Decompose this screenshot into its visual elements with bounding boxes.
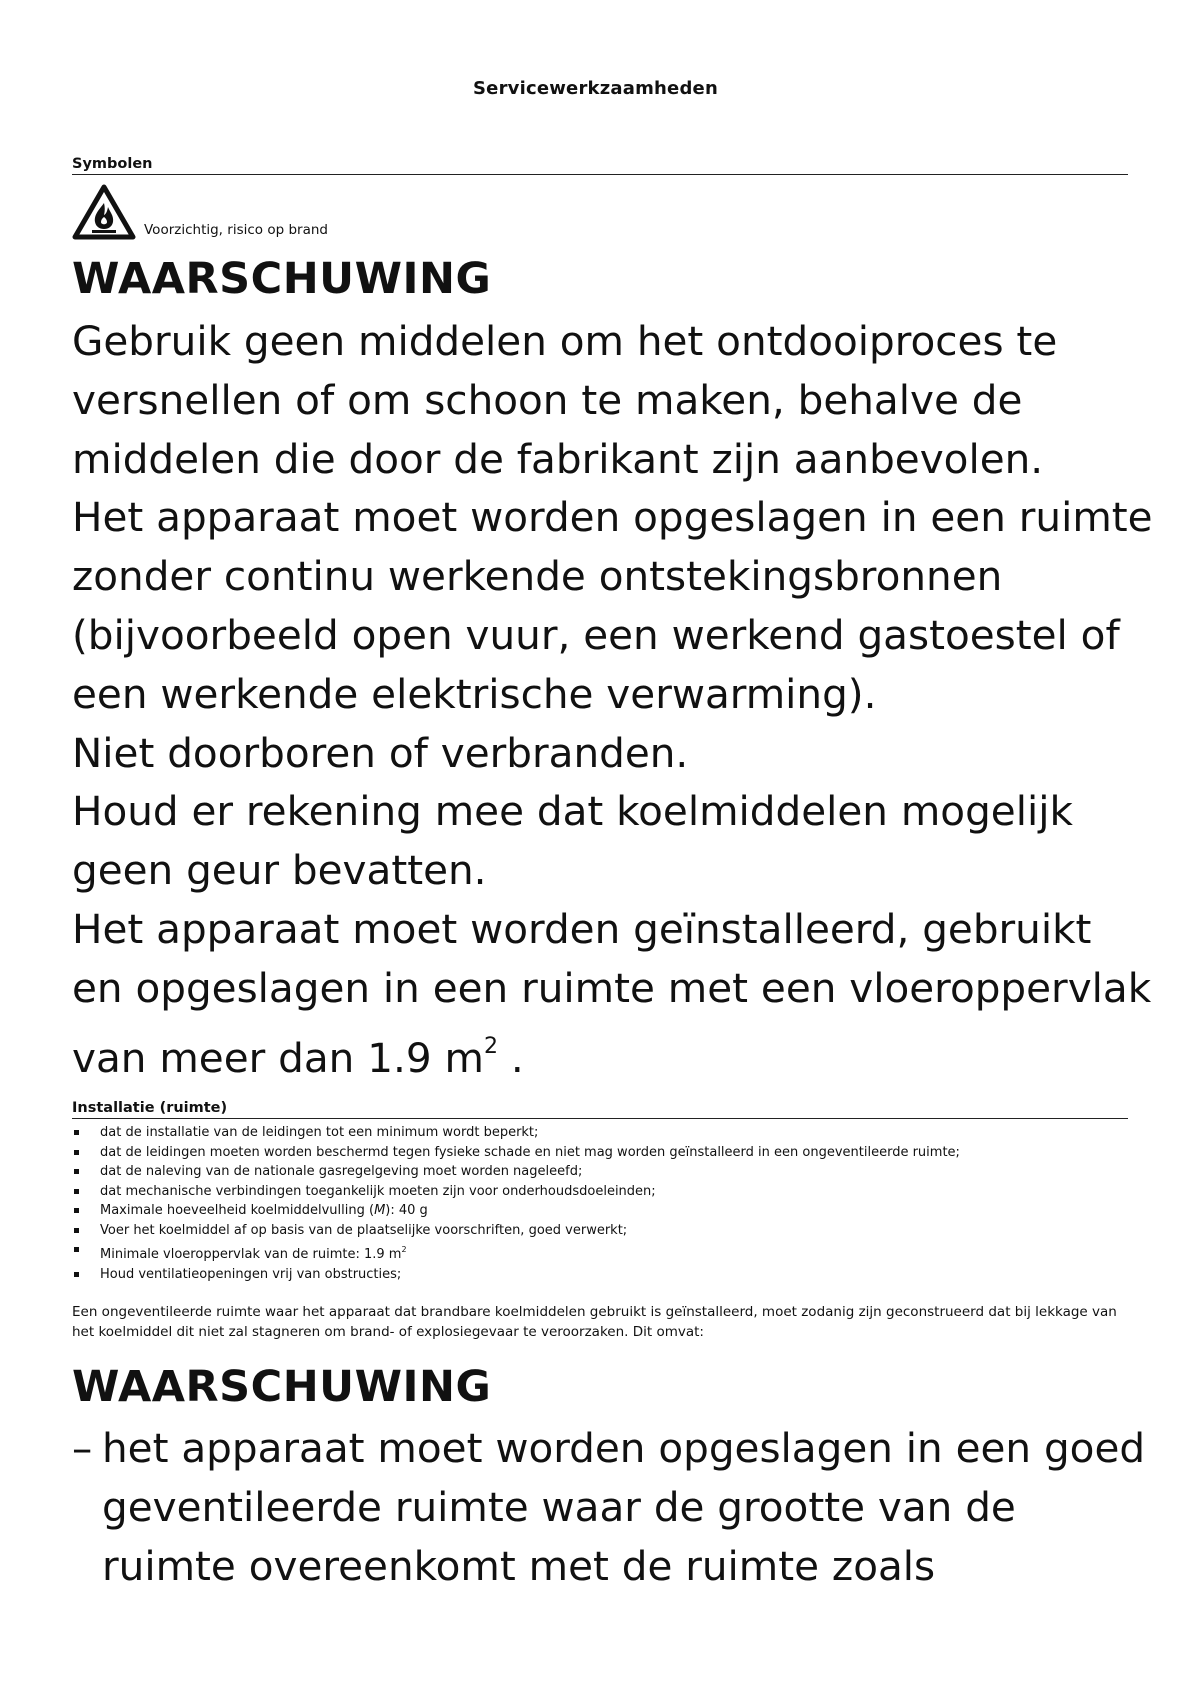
list-item-floor: Minimale vloeroppervlak van de ruimte: 1.9 $m^2$ (72, 1240, 1152, 1265)
warning-dash-item (72, 1419, 1162, 1595)
warning-line: Houd er rekening mee dat koelmiddelen mogelijk (72, 787, 1073, 836)
area-text: van meer dan 1.9 m (72, 1033, 484, 1082)
list-item: dat de installatie van de leidingen tot een minimum wordt beperkt; (72, 1123, 1152, 1143)
installation-heading: Installatie (ruimte) (72, 1100, 1128, 1119)
list-item: dat de naleving van de nationale gasregelgeving moet worden nageleefd; (72, 1162, 1152, 1182)
list-item: Voer het koelmiddel af op basis van de plaatselijke voorschriften, goed verwerkt; (72, 1221, 1152, 1241)
list-item: dat de leidingen moeten worden beschermd tegen fysieke schade en niet mag worden geïnstalleerd in een ongeventileerde ruimte; (72, 1143, 1152, 1163)
warning-line: een werkende elektrische verwarming). (72, 669, 877, 718)
bullet-square-icon (74, 1247, 79, 1252)
list-item-charge: Maximale hoeveelheid koelmiddelvulling (M): 40 g (72, 1201, 1152, 1221)
warning-line: het apparaat moet worden opgeslagen in een goed (102, 1424, 1146, 1472)
warning-line: geen geur bevatten. (72, 846, 487, 895)
warning-line: (bijvoorbeeld open vuur, een werkend gastoestel of (72, 610, 1120, 659)
bullet-square-icon (74, 1189, 79, 1194)
bullet-square-icon (74, 1228, 79, 1233)
bullet-square-icon (74, 1150, 79, 1155)
warning-title: WAARSCHUWING (72, 254, 492, 304)
warning-line: geventileerde ruimte waar de grootte van de (102, 1482, 1016, 1531)
warning-line: middelen die door de fabrikant zijn aanbevolen. (72, 434, 1044, 483)
installation-paragraph: Een ongeventileerde ruimte waar het apparaat dat brandbare koelmiddelen gebruikt is geïnstalleerd, moet zodanig zijn geconstrueerd dat bij lekkage van het koelmiddel dit niet zal stagneren om brand- of explosiegevaar te veroorzaken. Dit omvat: (72, 1304, 1117, 1340)
bullet-square-icon (74, 1169, 79, 1174)
symbols-heading: Symbolen (72, 156, 1128, 175)
warning-line: versnellen of om schoon te maken, behalve de (72, 375, 1023, 424)
page-header-title: Servicewerkzaamheden (473, 78, 718, 99)
warning-line: Het apparaat moet worden opgeslagen in een ruimte (72, 493, 1153, 542)
warning-line-area (72, 1018, 1152, 1088)
bullet-square-icon (74, 1208, 79, 1213)
symbol-label: Voorzichtig, risico op brand (144, 222, 328, 238)
installation-list (72, 1123, 1152, 1284)
warning-line: en opgeslagen in een ruimte met een vloeroppervlak (72, 963, 1152, 1012)
flammable-warning-icon (72, 184, 136, 240)
warning-line: zonder continu werkende ontstekingsbronnen (72, 552, 1003, 601)
warning-line: Niet doorboren of verbranden. (72, 728, 689, 777)
dash-bullet: – (72, 1424, 93, 1472)
warning-body (72, 312, 1152, 1087)
list-item: dat mechanische verbindingen toegankelijk moeten zijn voor onderhoudsdoeleinden; (72, 1182, 1152, 1202)
warning-title-2: WAARSCHUWING (72, 1362, 492, 1412)
warning-line: Gebruik geen middelen om het ontdooiproces te (72, 317, 1058, 365)
warning-line: ruimte overeenkomt met de ruimte zoals (102, 1541, 936, 1590)
warning-line: Het apparaat moet worden geïnstalleerd, gebruikt (72, 904, 1092, 953)
area-end: . (497, 1033, 524, 1082)
bullet-square-icon (74, 1272, 79, 1277)
area-superscript: 2 (483, 1033, 498, 1059)
list-item: Houd ventilatieopeningen vrij van obstructies; (72, 1265, 1152, 1285)
bullet-square-icon (74, 1130, 79, 1135)
symbol-entry (72, 184, 328, 240)
